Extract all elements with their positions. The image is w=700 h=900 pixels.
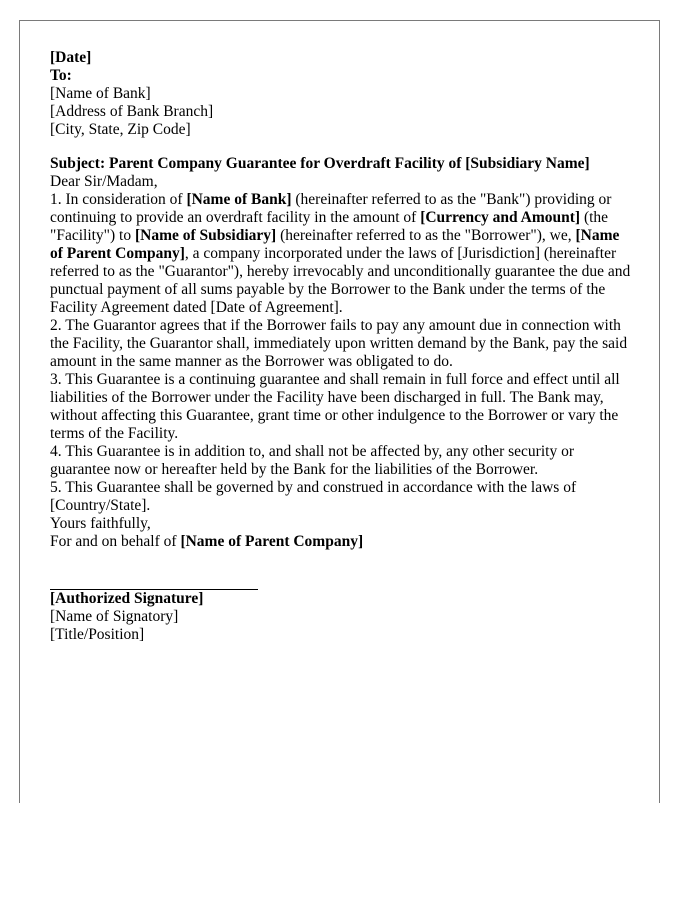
signature-block [50, 590, 635, 644]
signatory-name: [Name of Signatory] [50, 608, 179, 625]
paragraph-2: 2. The Guarantor agrees that if the Borrower fails to pay any amount due in connection with the Facility, the Guarantor shall, immediately upon written demand by the Bank, pay the said amount in the same manner as the Borrower was obligated to do. [50, 317, 628, 370]
salutation: Dear Sir/Madam, [50, 173, 158, 190]
recipient-branch-address: [Address of Bank Branch] [50, 103, 214, 120]
signature-label: [Authorized Signature] [50, 590, 204, 607]
subject-line: Subject: Parent Company Guarantee for Overdraft Facility of [Subsidiary Name] [50, 155, 590, 172]
paragraph-1-text-2: (hereinafter referred to as the "Bank") providing or continuing to provide an overdraft facility in the amount of [50, 191, 612, 226]
parent-company-placeholder: [Name of Parent Company] [50, 227, 620, 262]
paragraph-1-text-5: , a company incorporated under the laws of [Jurisdiction] (hereinafter referred to as the "Guarantor"), hereby irrevocably and unconditionally guarantee the due and punctual payment of all sums payable by the Borrower to the Bank under the terms of the Facility Agreement dated [Date of Agreement]. [50, 245, 631, 316]
letter-body [50, 49, 635, 644]
on-behalf-prefix: For and on behalf of [50, 533, 181, 550]
recipient-bank-name: [Name of Bank] [50, 85, 151, 102]
paragraph-5: 5. This Guarantee shall be governed by and construed in accordance with the laws of [Country/State]. [50, 479, 577, 514]
subsidiary-name-placeholder: [Name of Subsidiary] [134, 227, 277, 244]
paragraph-1-text-3: (the "Facility") to [50, 209, 609, 244]
on-behalf-line [50, 533, 635, 551]
on-behalf-company: [Name of Parent Company] [180, 533, 364, 550]
paragraph-1 [50, 191, 635, 317]
closing: Yours faithfully, [50, 515, 151, 532]
paragraph-4: 4. This Guarantee is in addition to, and shall not be affected by, any other security or guarantee now or hereafter held by the Bank for the liabilities of the Borrower. [50, 443, 574, 478]
recipient-block [50, 67, 635, 139]
currency-amount-placeholder: [Currency and Amount] [420, 209, 581, 226]
paragraph-3: 3. This Guarantee is a continuing guarantee and shall remain in full force and effect until all liabilities of the Borrower under the Facility have been discharged in full. The Bank may, without affecting this Guarantee, grant time or other indulgence to the Borrower or vary the terms of the Facility. [50, 371, 620, 442]
to-label: To: [50, 67, 72, 84]
bank-name-placeholder: [Name of Bank] [186, 191, 292, 208]
signatory-title: [Title/Position] [50, 626, 145, 643]
paragraph-1-text-4: (hereinafter referred to as the "Borrower"), we, [276, 227, 576, 244]
letter-page [19, 20, 660, 803]
letter-date: [Date] [50, 49, 92, 66]
paragraph-1-text-1: 1. In consideration of [50, 191, 187, 208]
recipient-city-state-zip: [City, State, Zip Code] [50, 121, 191, 138]
